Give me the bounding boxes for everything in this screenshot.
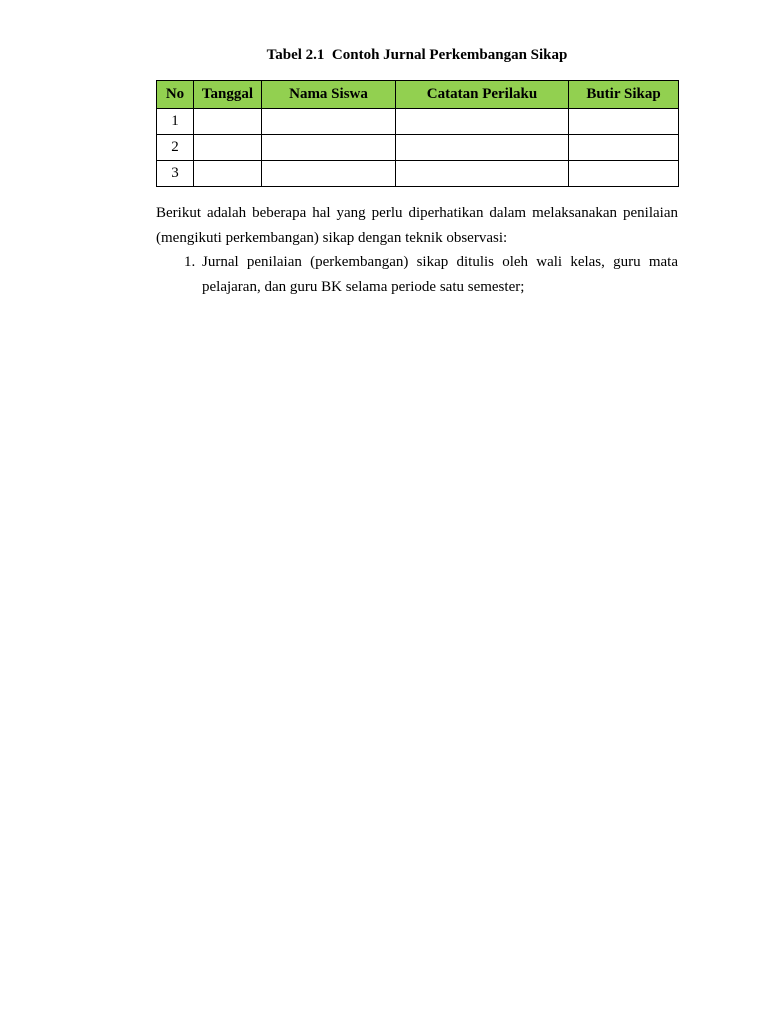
cell-butir-sikap xyxy=(569,135,679,161)
table-row xyxy=(157,109,679,135)
cell-tanggal xyxy=(194,135,262,161)
numbered-list xyxy=(156,250,678,300)
header-tanggal: Tanggal xyxy=(194,81,262,109)
cell-catatan-perilaku xyxy=(396,135,569,161)
cell-tanggal xyxy=(194,161,262,187)
header-no: No xyxy=(157,81,194,109)
cell-tanggal xyxy=(194,109,262,135)
cell-nama-siswa xyxy=(262,161,396,187)
cell-no: 3 xyxy=(157,161,194,187)
attitude-journal-table xyxy=(156,80,679,187)
list-item-text: Jurnal penilaian (perkembangan) sikap ditulis oleh wali kelas, guru mata pelajaran, dan guru BK selama periode satu semester; xyxy=(202,254,678,295)
header-nama-siswa: Nama Siswa xyxy=(262,81,396,109)
cell-butir-sikap xyxy=(569,109,679,135)
header-catatan-perilaku: Catatan Perilaku xyxy=(396,81,569,109)
list-item xyxy=(156,250,678,300)
header-butir-sikap: Butir Sikap xyxy=(569,81,679,109)
cell-catatan-perilaku xyxy=(396,161,569,187)
cell-nama-siswa xyxy=(262,109,396,135)
cell-catatan-perilaku xyxy=(396,109,569,135)
table-row xyxy=(157,161,679,187)
list-marker: 1. xyxy=(184,254,196,270)
body-paragraph: Berikut adalah beberapa hal yang perlu diperhatikan dalam melaksanakan penilaian (mengikuti perkembangan) sikap dengan teknik observasi: xyxy=(156,205,678,246)
cell-no: 2 xyxy=(157,135,194,161)
cell-butir-sikap xyxy=(569,161,679,187)
cell-nama-siswa xyxy=(262,135,396,161)
table-row xyxy=(157,135,679,161)
table-header-row xyxy=(157,81,679,109)
table-caption: Tabel 2.1 Contoh Jurnal Perkembangan Sikap xyxy=(266,47,568,63)
cell-no: 1 xyxy=(157,109,194,135)
